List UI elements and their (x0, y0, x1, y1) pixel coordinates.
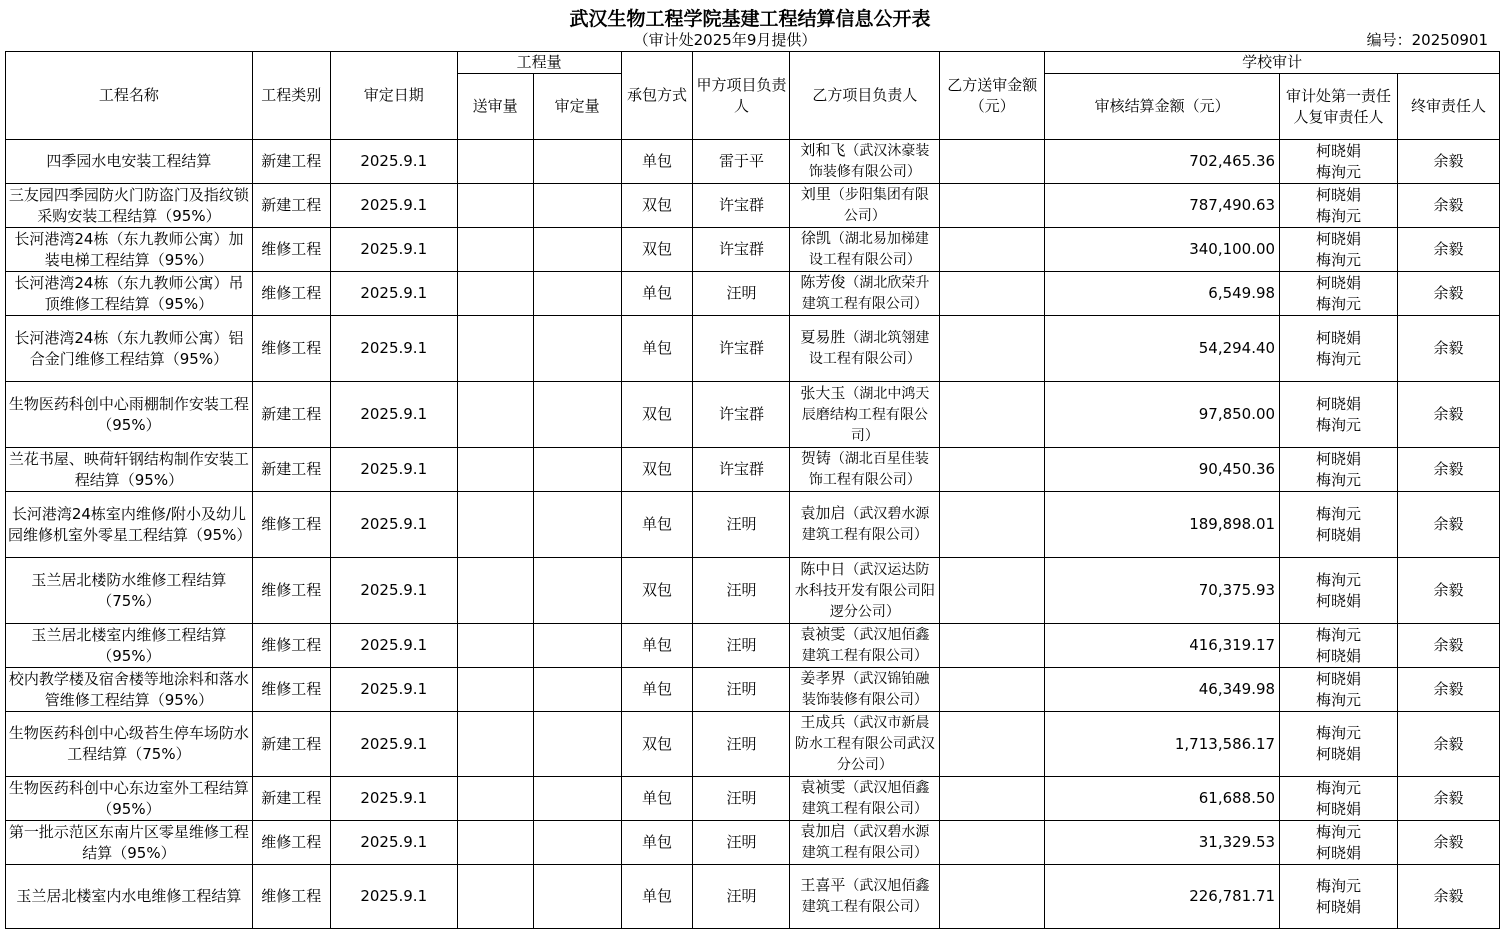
cell-party-b-manager (790, 821, 940, 865)
table-row (6, 228, 1500, 272)
header-approval-date: 审定日期 (330, 52, 457, 140)
cell-project-name: 三友园四季园防火门防盗门及指纹锁采购安装工程结算（95%） (6, 184, 253, 228)
cell-final-reviewer: 余毅 (1397, 821, 1499, 865)
cell-party-b-amount (940, 272, 1045, 316)
header-audit-reviewers: 审计处第一责任人复审责任人 (1280, 74, 1398, 140)
header-audit-amount: 审核结算金额（元） (1045, 74, 1280, 140)
cell-approved (533, 492, 621, 558)
cell-audit-amount: 61,688.50 (1045, 777, 1280, 821)
party-b-company: （武汉碧水源建筑工程有限公司） (801, 506, 930, 543)
cell-audit-amount: 1,713,586.17 (1045, 712, 1280, 777)
cell-party-b-amount (940, 140, 1045, 184)
cell-contract-mode: 单包 (621, 316, 693, 382)
party-b-person: 袁加启 (800, 822, 846, 840)
party-b-person: 徐凯 (800, 229, 831, 247)
party-b-company: （湖北百星佳装饰工程有限公司） (808, 451, 929, 488)
reviewer-first: 梅洵元 (1316, 625, 1362, 644)
cell-project-name: 玉兰居北楼室内水电维修工程结算 (6, 865, 253, 929)
reviewer-second: 梅洵元 (1316, 206, 1362, 225)
cell-final-reviewer: 余毅 (1397, 492, 1499, 558)
cell-submitted (457, 865, 533, 929)
cell-contract-mode: 单包 (621, 140, 693, 184)
cell-project-type: 新建工程 (252, 712, 330, 777)
document-number: 编号：20250901 (1366, 31, 1488, 49)
header-party-b-amount: 乙方送审金额（元） (940, 52, 1045, 140)
cell-audit-reviewers (1280, 712, 1398, 777)
party-b-company: （武汉运达防水科技开发有限公司阳逻分公司） (794, 561, 935, 620)
cell-audit-reviewers (1280, 777, 1398, 821)
party-b-person: 陈中日 (800, 559, 846, 578)
reviewer-second: 梅洵元 (1316, 415, 1362, 434)
cell-project-name: 玉兰居北楼防水维修工程结算（75%） (6, 558, 253, 624)
party-b-company: （武汉旭佰鑫建筑工程有限公司） (801, 878, 930, 915)
cell-audit-reviewers (1280, 228, 1398, 272)
settlement-table (5, 51, 1500, 929)
cell-party-a-manager: 雷于平 (693, 140, 790, 184)
cell-audit-reviewers (1280, 272, 1398, 316)
party-b-person: 刘里 (800, 185, 831, 203)
cell-party-a-manager: 汪明 (693, 624, 790, 668)
party-b-person: 袁祯雯 (800, 625, 846, 643)
cell-final-reviewer: 余毅 (1397, 272, 1499, 316)
cell-party-b-amount (940, 316, 1045, 382)
cell-party-a-manager: 汪明 (693, 777, 790, 821)
party-b-person: 张大玉 (800, 383, 846, 402)
cell-project-type: 维修工程 (252, 558, 330, 624)
cell-contract-mode: 单包 (621, 272, 693, 316)
cell-approval-date: 2025.9.1 (330, 865, 457, 929)
reviewer-first: 柯晓娟 (1316, 273, 1362, 292)
party-b-person: 贺铸 (800, 449, 831, 467)
cell-party-b-manager (790, 865, 940, 929)
cell-approval-date: 2025.9.1 (330, 228, 457, 272)
cell-audit-reviewers (1280, 558, 1398, 624)
reviewer-first: 梅洵元 (1316, 504, 1362, 523)
party-b-company: （武汉沐豪装饰装修有限公司） (808, 143, 930, 180)
cell-party-b-manager (790, 272, 940, 316)
reviewer-first: 柯晓娟 (1316, 229, 1362, 248)
party-b-company: （武汉碧水源建筑工程有限公司） (801, 824, 930, 861)
cell-project-name: 长河港湾24栋室内维修/附小及幼儿园维修机室外零星工程结算（95%） (6, 492, 253, 558)
reviewer-second: 柯晓娟 (1316, 745, 1362, 763)
cell-project-type: 维修工程 (252, 624, 330, 668)
reviewer-second: 梅洵元 (1316, 349, 1362, 368)
reviewer-first: 梅洵元 (1316, 724, 1362, 742)
cell-contract-mode: 双包 (621, 184, 693, 228)
cell-submitted (457, 382, 533, 448)
cell-submitted (457, 272, 533, 316)
cell-project-name: 长河港湾24栋（东九教师公寓）加装电梯工程结算（95%） (6, 228, 253, 272)
cell-party-b-manager (790, 140, 940, 184)
party-b-company: （湖北易加梯建设工程有限公司） (808, 231, 929, 268)
cell-party-b-manager (790, 558, 940, 624)
header-party-b-manager: 乙方项目负责人 (790, 52, 940, 140)
cell-approved (533, 228, 621, 272)
cell-final-reviewer: 余毅 (1397, 668, 1499, 712)
header-project-type: 工程类别 (252, 52, 330, 140)
cell-party-b-manager (790, 382, 940, 448)
cell-approved (533, 382, 621, 448)
cell-audit-amount: 31,329.53 (1045, 821, 1280, 865)
cell-audit-amount: 340,100.00 (1045, 228, 1280, 272)
cell-approval-date: 2025.9.1 (330, 184, 457, 228)
cell-party-b-manager (790, 624, 940, 668)
cell-party-b-amount (940, 382, 1045, 448)
party-b-company: （武汉旭佰鑫建筑工程有限公司） (801, 627, 930, 664)
cell-party-b-amount (940, 712, 1045, 777)
cell-final-reviewer: 余毅 (1397, 140, 1499, 184)
cell-contract-mode: 双包 (621, 382, 693, 448)
cell-approval-date: 2025.9.1 (330, 558, 457, 624)
cell-project-type: 维修工程 (252, 272, 330, 316)
reviewer-first: 梅洵元 (1316, 778, 1362, 797)
cell-submitted (457, 624, 533, 668)
cell-approved (533, 316, 621, 382)
cell-approved (533, 821, 621, 865)
party-b-person: 刘和飞 (800, 141, 846, 159)
cell-final-reviewer: 余毅 (1397, 865, 1499, 929)
party-b-company: （步阳集团有限公司） (830, 187, 929, 224)
cell-party-a-manager: 许宝群 (693, 184, 790, 228)
cell-audit-reviewers (1280, 184, 1398, 228)
cell-final-reviewer: 余毅 (1397, 624, 1499, 668)
reviewer-second: 梅洵元 (1316, 294, 1362, 313)
cell-approval-date: 2025.9.1 (330, 316, 457, 382)
cell-party-a-manager: 汪明 (693, 712, 790, 777)
cell-project-type: 维修工程 (252, 865, 330, 929)
cell-project-name: 第一批示范区东南片区零星维修工程结算（95%） (6, 821, 253, 865)
cell-approved (533, 558, 621, 624)
reviewer-second: 梅洵元 (1316, 470, 1362, 489)
cell-contract-mode: 双包 (621, 558, 693, 624)
cell-audit-amount: 90,450.36 (1045, 448, 1280, 492)
cell-final-reviewer: 余毅 (1397, 777, 1499, 821)
table-body (6, 140, 1500, 929)
cell-party-b-amount (940, 624, 1045, 668)
cell-audit-reviewers (1280, 448, 1398, 492)
header-submitted: 送审量 (457, 74, 533, 140)
cell-approval-date: 2025.9.1 (330, 668, 457, 712)
cell-party-b-amount (940, 821, 1045, 865)
cell-project-type: 维修工程 (252, 316, 330, 382)
reviewer-first: 柯晓娟 (1316, 328, 1362, 347)
table-row (6, 865, 1500, 929)
cell-audit-amount: 70,375.93 (1045, 558, 1280, 624)
party-b-person: 姜孝界 (800, 669, 846, 687)
cell-contract-mode: 单包 (621, 777, 693, 821)
cell-project-type: 维修工程 (252, 228, 330, 272)
reviewer-first: 柯晓娟 (1316, 669, 1362, 688)
table-row (6, 140, 1500, 184)
cell-project-type: 维修工程 (252, 668, 330, 712)
cell-approved (533, 140, 621, 184)
cell-approved (533, 624, 621, 668)
cell-project-name: 长河港湾24栋（东九教师公寓）铝合金门维修工程结算（95%） (6, 316, 253, 382)
cell-party-a-manager: 汪明 (693, 492, 790, 558)
cell-final-reviewer: 余毅 (1397, 228, 1499, 272)
header-contract-mode: 承包方式 (621, 52, 693, 140)
cell-contract-mode: 单包 (621, 668, 693, 712)
cell-project-type: 新建工程 (252, 184, 330, 228)
cell-project-name: 长河港湾24栋（东九教师公寓）吊顶维修工程结算（95%） (6, 272, 253, 316)
cell-project-type: 新建工程 (252, 777, 330, 821)
reviewer-first: 柯晓娟 (1316, 141, 1362, 160)
cell-approval-date: 2025.9.1 (330, 272, 457, 316)
cell-contract-mode: 双包 (621, 448, 693, 492)
cell-audit-amount: 702,465.36 (1045, 140, 1280, 184)
table-row (6, 821, 1500, 865)
cell-party-b-manager (790, 668, 940, 712)
header-approved: 审定量 (533, 74, 621, 140)
cell-audit-reviewers (1280, 316, 1398, 382)
cell-party-a-manager: 汪明 (693, 558, 790, 624)
cell-project-name: 生物医药科创中心东边室外工程结算（95%） (6, 777, 253, 821)
table-row (6, 272, 1500, 316)
cell-approved (533, 865, 621, 929)
cell-audit-reviewers (1280, 821, 1398, 865)
reviewer-first: 梅洵元 (1316, 822, 1362, 841)
cell-party-b-manager (790, 777, 940, 821)
table-row (6, 668, 1500, 712)
header-school-audit: 学校审计 (1045, 52, 1500, 74)
header-quantity: 工程量 (457, 52, 621, 74)
cell-submitted (457, 140, 533, 184)
cell-final-reviewer: 余毅 (1397, 712, 1499, 777)
cell-audit-amount: 6,549.98 (1045, 272, 1280, 316)
party-b-person: 王成兵 (800, 713, 846, 731)
cell-project-name: 兰花书屋、映荷轩钢结构制作安装工程结算（95%） (6, 448, 253, 492)
cell-submitted (457, 316, 533, 382)
cell-approved (533, 272, 621, 316)
cell-party-a-manager: 汪明 (693, 821, 790, 865)
cell-audit-amount: 189,898.01 (1045, 492, 1280, 558)
cell-party-b-amount (940, 448, 1045, 492)
cell-submitted (457, 777, 533, 821)
cell-project-name: 校内教学楼及宿舍楼等地涂料和落水管维修工程结算（95%） (6, 668, 253, 712)
cell-project-type: 新建工程 (252, 382, 330, 448)
cell-contract-mode: 双包 (621, 712, 693, 777)
table-row (6, 492, 1500, 558)
header-final-reviewer: 终审责任人 (1397, 74, 1499, 140)
cell-submitted (457, 712, 533, 777)
cell-approved (533, 777, 621, 821)
party-b-person: 袁祯雯 (800, 778, 846, 796)
party-b-company: （武汉锦铂融装饰装修有限公司） (801, 671, 930, 708)
cell-approval-date: 2025.9.1 (330, 821, 457, 865)
cell-party-b-manager (790, 228, 940, 272)
cell-project-name: 玉兰居北楼室内维修工程结算（95%） (6, 624, 253, 668)
cell-approved (533, 668, 621, 712)
cell-approval-date: 2025.9.1 (330, 712, 457, 777)
cell-project-name: 生物医药科创中心级苔生停车场防水工程结算（75%） (6, 712, 253, 777)
cell-party-b-amount (940, 184, 1045, 228)
cell-final-reviewer: 余毅 (1397, 382, 1499, 448)
reviewer-first: 柯晓娟 (1316, 185, 1362, 204)
cell-submitted (457, 821, 533, 865)
cell-party-a-manager: 许宝群 (693, 448, 790, 492)
header-party-a-manager: 甲方项目负责人 (693, 52, 790, 140)
party-b-company: （湖北筑翎建设工程有限公司） (808, 330, 930, 367)
cell-audit-reviewers (1280, 865, 1398, 929)
reviewer-second: 柯晓娟 (1316, 591, 1362, 610)
cell-party-a-manager: 许宝群 (693, 228, 790, 272)
cell-party-b-amount (940, 492, 1045, 558)
reviewer-first: 梅洵元 (1316, 570, 1362, 589)
table-header (6, 52, 1500, 140)
cell-approval-date: 2025.9.1 (330, 448, 457, 492)
cell-party-b-amount (940, 668, 1045, 712)
cell-project-type: 维修工程 (252, 492, 330, 558)
reviewer-second: 柯晓娟 (1316, 799, 1362, 818)
cell-party-b-amount (940, 777, 1045, 821)
cell-project-name: 生物医药科创中心雨棚制作安装工程（95%） (6, 382, 253, 448)
cell-audit-amount: 416,319.17 (1045, 624, 1280, 668)
cell-audit-reviewers (1280, 382, 1398, 448)
cell-final-reviewer: 余毅 (1397, 316, 1499, 382)
table-row (6, 316, 1500, 382)
cell-approval-date: 2025.9.1 (330, 492, 457, 558)
cell-party-a-manager: 汪明 (693, 668, 790, 712)
cell-audit-reviewers (1280, 492, 1398, 558)
cell-submitted (457, 448, 533, 492)
cell-audit-reviewers (1280, 624, 1398, 668)
cell-project-type: 新建工程 (252, 140, 330, 184)
table-row (6, 382, 1500, 448)
document-title: 武汉生物工程学院基建工程结算信息公开表 (569, 8, 931, 30)
table-row (6, 184, 1500, 228)
cell-party-b-amount (940, 228, 1045, 272)
party-b-person: 夏易胜 (800, 328, 846, 346)
party-b-person: 陈芳俊 (800, 273, 846, 291)
cell-contract-mode: 单包 (621, 624, 693, 668)
cell-contract-mode: 双包 (621, 228, 693, 272)
party-b-company: （湖北欣荣升建筑工程有限公司） (801, 275, 930, 312)
cell-submitted (457, 492, 533, 558)
cell-final-reviewer: 余毅 (1397, 184, 1499, 228)
reviewer-second: 梅洵元 (1316, 690, 1362, 709)
cell-party-b-manager (790, 492, 940, 558)
cell-audit-reviewers (1280, 140, 1398, 184)
party-b-company: （湖北中鸿天辰磨结构工程有限公司） (801, 385, 930, 444)
cell-party-a-manager: 许宝群 (693, 316, 790, 382)
document-subtitle: （审计处2025年9月提供） (633, 31, 817, 49)
cell-audit-amount: 226,781.71 (1045, 865, 1280, 929)
cell-approved (533, 712, 621, 777)
reviewer-first: 柯晓娟 (1316, 449, 1362, 468)
header-project-name: 工程名称 (6, 52, 253, 140)
cell-submitted (457, 558, 533, 624)
cell-project-type: 新建工程 (252, 448, 330, 492)
cell-contract-mode: 单包 (621, 821, 693, 865)
cell-approved (533, 448, 621, 492)
reviewer-second: 柯晓娟 (1316, 646, 1362, 665)
cell-final-reviewer: 余毅 (1397, 448, 1499, 492)
cell-audit-amount: 97,850.00 (1045, 382, 1280, 448)
cell-party-b-manager (790, 712, 940, 777)
table-row (6, 777, 1500, 821)
cell-party-b-manager (790, 316, 940, 382)
cell-approval-date: 2025.9.1 (330, 382, 457, 448)
cell-project-name: 四季园水电安装工程结算 (6, 140, 253, 184)
cell-audit-amount: 46,349.98 (1045, 668, 1280, 712)
reviewer-second: 柯晓娟 (1316, 843, 1362, 862)
table-row (6, 448, 1500, 492)
reviewer-second: 梅洵元 (1316, 162, 1362, 181)
cell-final-reviewer: 余毅 (1397, 558, 1499, 624)
reviewer-second: 柯晓娟 (1316, 525, 1362, 544)
cell-contract-mode: 单包 (621, 865, 693, 929)
cell-approval-date: 2025.9.1 (330, 140, 457, 184)
cell-submitted (457, 668, 533, 712)
party-b-company: （武汉旭佰鑫建筑工程有限公司） (801, 780, 930, 817)
reviewer-first: 柯晓娟 (1316, 394, 1362, 413)
cell-party-b-manager (790, 184, 940, 228)
cell-party-a-manager: 汪明 (693, 865, 790, 929)
cell-approved (533, 184, 621, 228)
cell-approval-date: 2025.9.1 (330, 777, 457, 821)
cell-audit-amount: 54,294.40 (1045, 316, 1280, 382)
party-b-person: 袁加启 (800, 504, 846, 522)
cell-party-b-amount (940, 865, 1045, 929)
table-row (6, 712, 1500, 777)
cell-party-a-manager: 汪明 (693, 272, 790, 316)
party-b-person: 王喜平 (800, 876, 846, 894)
table-row (6, 624, 1500, 668)
party-b-company: （武汉市新晨防水工程有限公司武汉分公司） (794, 715, 935, 773)
reviewer-first: 梅洵元 (1316, 876, 1362, 895)
cell-party-b-manager (790, 448, 940, 492)
cell-submitted (457, 184, 533, 228)
cell-audit-reviewers (1280, 668, 1398, 712)
table-row (6, 558, 1500, 624)
cell-submitted (457, 228, 533, 272)
reviewer-second: 梅洵元 (1316, 250, 1362, 269)
cell-approval-date: 2025.9.1 (330, 624, 457, 668)
cell-project-type: 维修工程 (252, 821, 330, 865)
cell-contract-mode: 单包 (621, 492, 693, 558)
cell-party-b-amount (940, 558, 1045, 624)
cell-party-a-manager: 许宝群 (693, 382, 790, 448)
cell-audit-amount: 787,490.63 (1045, 184, 1280, 228)
reviewer-second: 柯晓娟 (1316, 897, 1362, 916)
